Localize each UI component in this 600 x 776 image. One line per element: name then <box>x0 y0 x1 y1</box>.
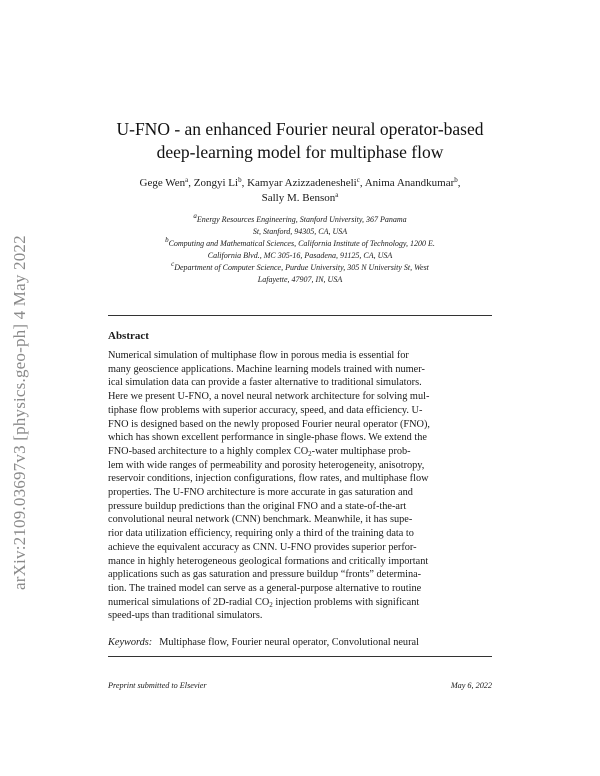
author-affiliation-mark: b <box>238 176 242 184</box>
abstract-text: -water multiphase prob- <box>311 445 411 457</box>
abstract-line: tiphase flow problems with superior accuracy, speed, and data efficiency. U- <box>108 404 423 416</box>
abstract-text: injection problems with significant <box>272 596 420 608</box>
author-name: Anima Anandkumar <box>364 177 455 189</box>
abstract-line: which has shown excellent performance in single-phase flows. We extend the <box>108 432 427 444</box>
abstract-line <box>108 596 492 610</box>
abstract-text: numerical simulations of 2D-radial CO <box>108 596 270 608</box>
footer-date: May 6, 2022 <box>450 681 492 690</box>
abstract-line: convolutional neural network (CNN) benchmark. Meanwhile, it has supe- <box>108 514 413 526</box>
author-name: Zongyi Li <box>193 177 239 189</box>
abstract-line: achieve the equivalent accuracy as CNN. U-FNO provides superior perfor- <box>108 541 417 553</box>
author-name: Kamyar Azizzadenesheli <box>247 177 357 189</box>
abstract-line: ical simulation data can provide a faster alternative to traditional simulators. <box>108 377 422 389</box>
affiliation-text: Energy Resources Engineering, Stanford University, 367 Panama <box>196 215 407 224</box>
abstract-line: lem with wide ranges of permeability and porosity heterogeneity, anisotropy, <box>108 459 425 471</box>
affiliation-a-line-1 <box>108 214 492 226</box>
abstract-line: reservoir conditions, injection configurations, flow rates, and multiphase flow <box>108 473 429 485</box>
affiliation-c-line-1 <box>108 262 492 274</box>
abstract-heading: Abstract <box>108 330 149 342</box>
abstract-line: properties. The U-FNO architecture is more accurate in gas saturation and <box>108 487 413 499</box>
keywords-line <box>108 637 419 648</box>
affiliation-a-line-2: St, Stanford, 94305, CA, USA <box>252 227 348 236</box>
affiliation-mark: b <box>165 236 169 244</box>
abstract-bottom-divider <box>108 656 492 657</box>
author-name: Sally M. Benson <box>261 192 336 204</box>
author-affiliation-mark: c <box>356 176 360 184</box>
keywords-label: Keywords: <box>108 637 153 648</box>
abstract-line: mance in highly heterogeneous geological formations and critically important <box>108 555 429 567</box>
abstract-line: speed-ups than traditional simulators. <box>108 610 263 622</box>
subscript: 2 <box>269 600 273 609</box>
abstract-top-divider <box>108 315 492 316</box>
author-line-2 <box>100 191 500 206</box>
abstract-line: applications such as gas saturation and pressure buildup “fronts” determina- <box>108 569 422 581</box>
author-affiliation-mark: a <box>335 191 339 199</box>
abstract-body <box>108 349 492 623</box>
author-affiliation-mark: b <box>454 176 458 184</box>
affiliation-b-line-1 <box>108 238 492 250</box>
affiliation-mark: c <box>171 260 175 268</box>
abstract-line: Here we present U-FNO, a novel neural network architecture for solving mul- <box>108 391 430 403</box>
title-line-2: deep-learning model for multiphase flow <box>156 142 444 162</box>
author-name: Gege Wen <box>139 177 186 189</box>
abstract-line: pressure buildup predictions than the original FNO and a state-of-the-art <box>108 500 407 512</box>
affiliation-c-line-2: Lafayette, 47907, IN, USA <box>257 275 343 284</box>
author-line-1: Gege Wen$^a$, Zongyi Li$^b$, Kamyar Azizzadenesheli$^c$, Anima Anandkumar$^b$, <box>139 176 461 189</box>
footer-preprint-note: Preprint submitted to Elsevier <box>108 681 207 690</box>
abstract-line: FNO is designed based on the newly proposed Fourier neural operator (FNO), <box>108 418 430 430</box>
affiliation-list <box>108 214 492 286</box>
abstract-line: rior data utilization efficiency, requiring only a third of the training data to <box>108 528 414 540</box>
subscript: 2 <box>308 449 312 458</box>
title-line-1: U-FNO - an enhanced Fourier neural operator-based <box>116 119 484 139</box>
author-list <box>100 176 500 206</box>
paper-title <box>100 118 500 164</box>
affiliation-mark: a <box>193 212 197 220</box>
abstract-line: tion. The trained model can serve as a general-purpose alternative to routine <box>108 582 422 594</box>
affiliation-text: Computing and Mathematical Sciences, California Institute of Technology, 1200 E. <box>168 239 435 248</box>
abstract-text: FNO-based architecture to a highly complex CO <box>108 445 309 457</box>
affiliation-b-line-2: California Blvd., MC 305-16, Pasadena, 91125, CA, USA <box>207 251 393 260</box>
arxiv-identifier-stamp: arXiv:2109.03697v3 [physics.geo-ph] 4 May 2022 <box>10 235 29 590</box>
abstract-line: many geoscience applications. Machine learning models trained with numer- <box>108 363 425 375</box>
keywords-text: Multiphase flow, Fourier neural operator, Convolutional neural <box>159 637 419 648</box>
abstract-line: Numerical simulation of multiphase flow in porous media is essential for <box>108 350 409 361</box>
author-affiliation-mark: a <box>185 176 189 184</box>
affiliation-text: Department of Computer Science, Purdue University, 305 N University St, West <box>174 263 429 272</box>
abstract-line <box>108 445 492 459</box>
